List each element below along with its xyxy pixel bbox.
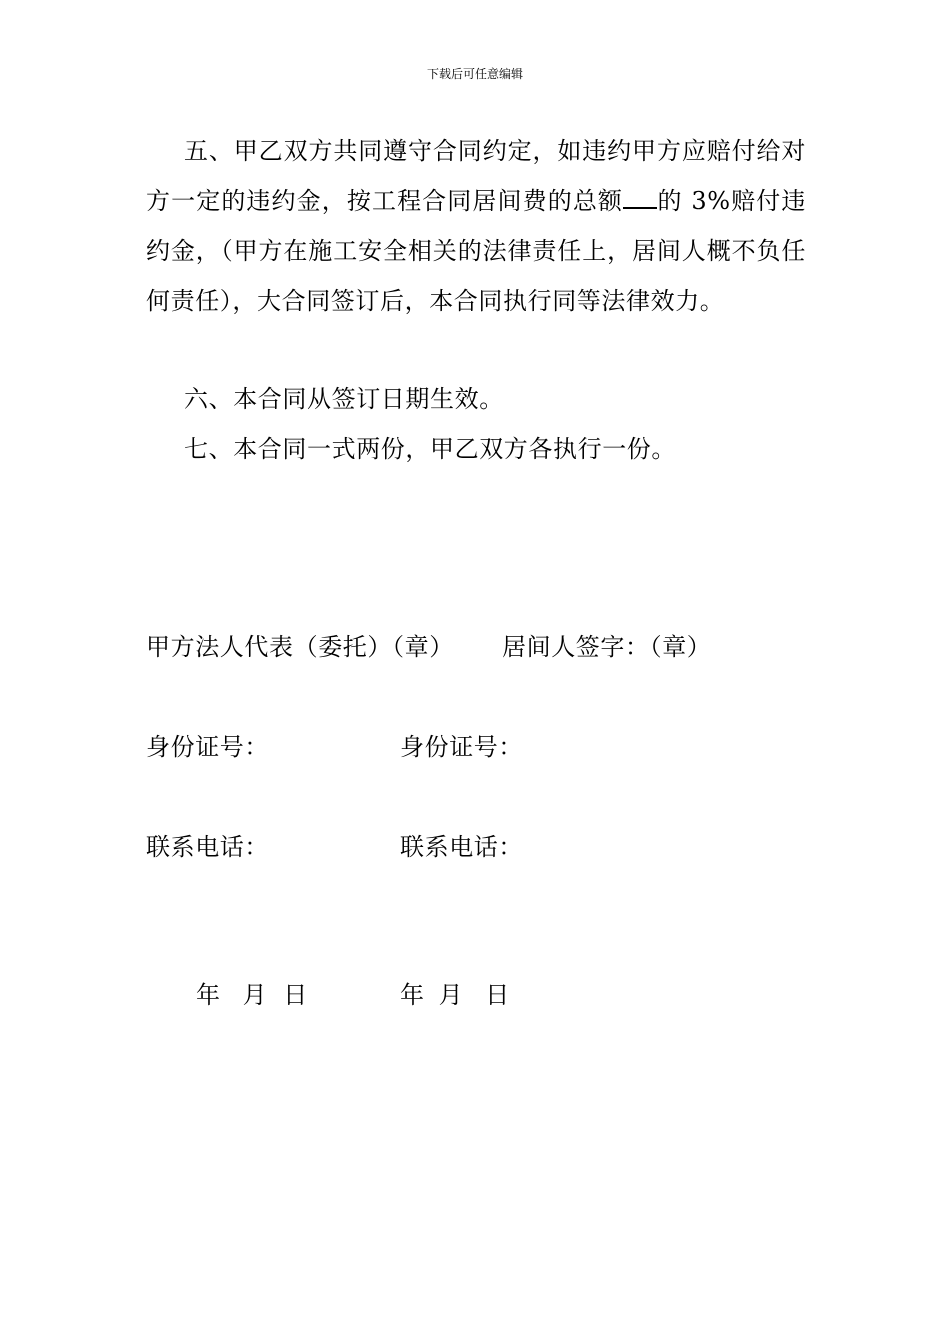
clause-7: 七、本合同一式两份，甲乙双方各执行一份。 bbox=[184, 435, 676, 463]
intermediary-sign-label: 居间人签字：（章） bbox=[502, 633, 712, 661]
intermediary-date-year: 年 bbox=[400, 981, 425, 1009]
party-a-phone-label: 联系电话： bbox=[146, 833, 269, 861]
intermediary-id-label: 身份证号： bbox=[400, 733, 523, 761]
party-a-rep-label: 甲方法人代表（委托）（章） bbox=[146, 633, 454, 661]
clause-6: 六、本合同从签订日期生效。 bbox=[184, 385, 504, 413]
intermediary-date-day: 日 bbox=[485, 981, 510, 1009]
party-a-date bbox=[196, 978, 308, 1012]
party-a-date-month: 月 bbox=[242, 981, 268, 1009]
clause-5-text-b: 的 3%赔付违约金，（甲方在施工安全相关的法律责任上，居间人概不负任何责任），大合同签订后，本合同执行同等法律效力。 bbox=[146, 187, 806, 315]
fill-blank bbox=[623, 187, 657, 209]
intermediary-date bbox=[400, 978, 510, 1012]
party-a-id-label: 身份证号： bbox=[146, 733, 269, 761]
party-a-date-day: 日 bbox=[283, 981, 308, 1009]
header-note: 下载后可任意编辑 bbox=[426, 67, 523, 81]
clause-5-text-a: 五、甲乙双方共同遵守合同约定，如违约甲方应赔付给对方一定的违约金，按工程合同居间费的总额 bbox=[146, 137, 806, 215]
clause-5 bbox=[146, 126, 806, 326]
intermediary-phone-label: 联系电话： bbox=[400, 833, 523, 861]
party-a-date-year: 年 bbox=[196, 981, 221, 1009]
intermediary-date-month: 月 bbox=[438, 981, 464, 1009]
